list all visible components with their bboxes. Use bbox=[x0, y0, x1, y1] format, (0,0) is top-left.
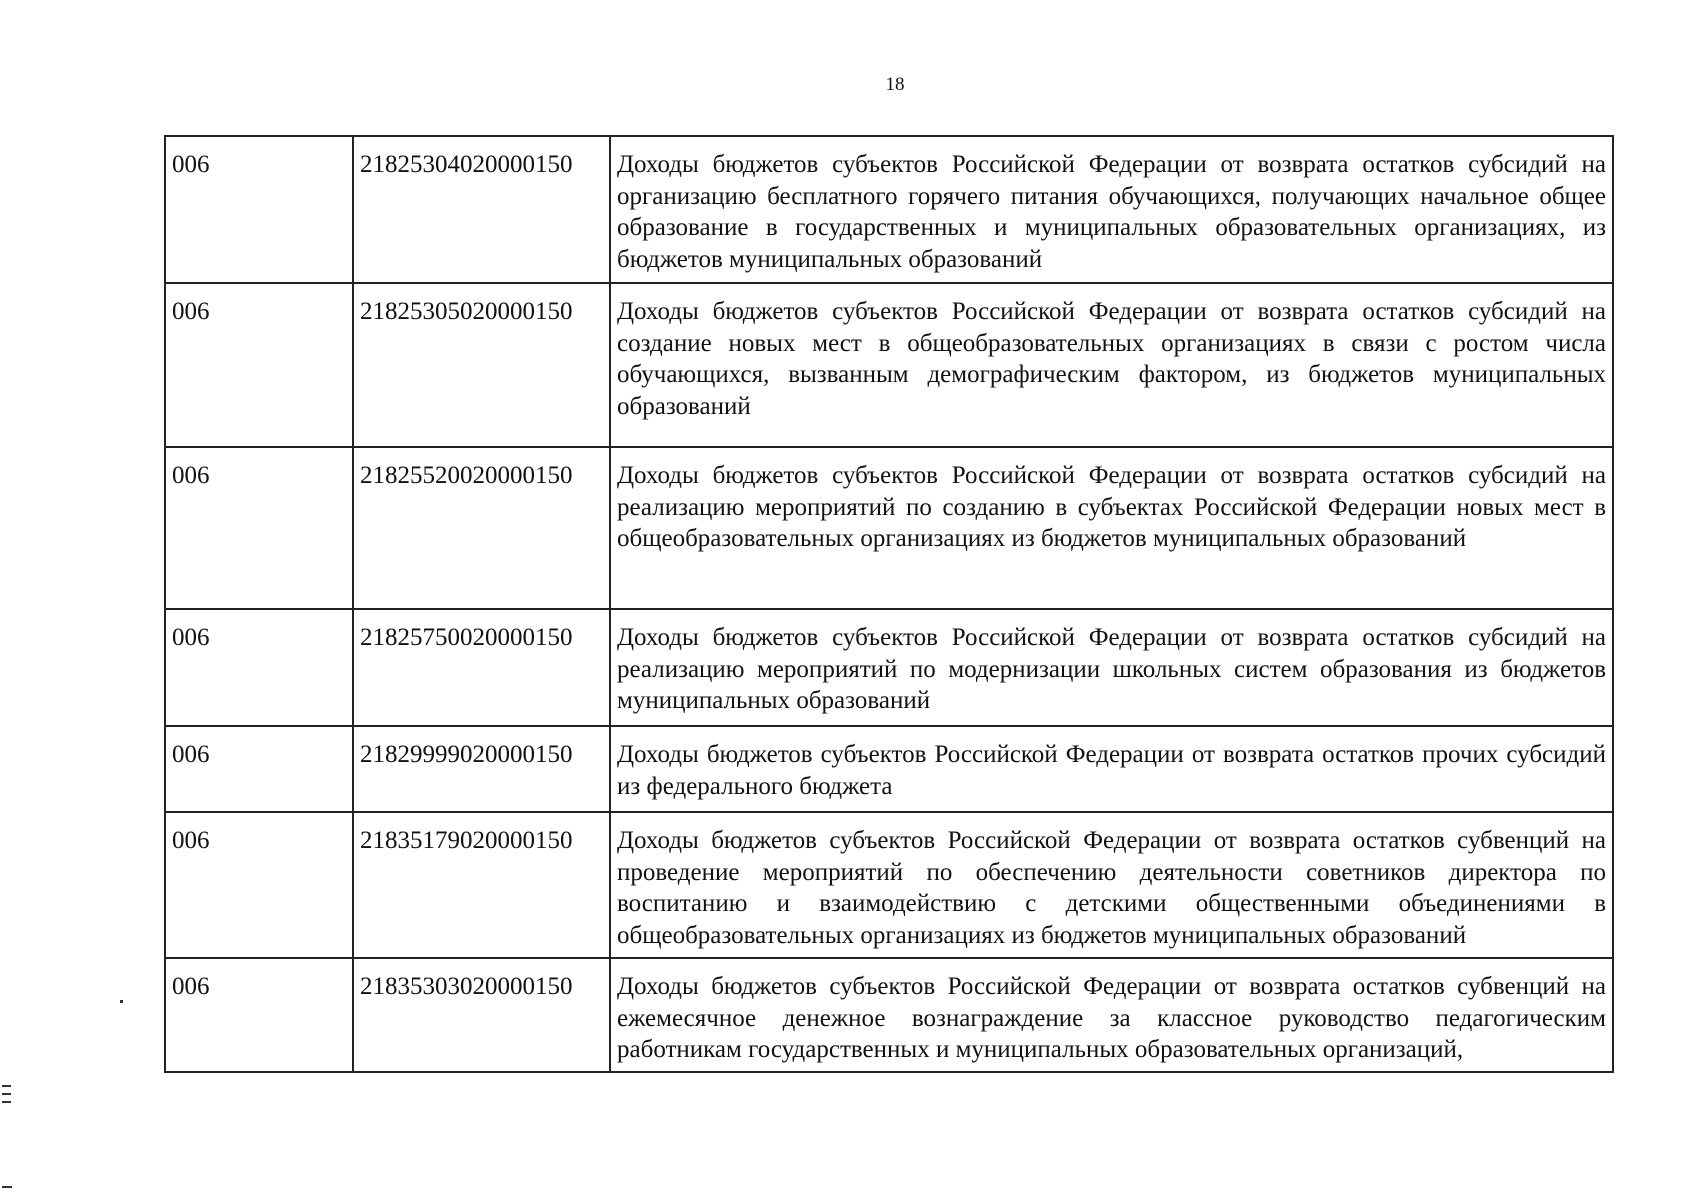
budget-code-cell: 21825304020000150 bbox=[353, 136, 610, 283]
table-row bbox=[165, 812, 1613, 958]
description-cell: Доходы бюджетов субъектов Российской Федерации от возврата остатков субсидий на организацию бесплатного горячего питания обучающихся, получающих начальное общее образование в государственных и муниципальных образовательных организациях, из бюджетов муниципальных образований bbox=[610, 136, 1613, 283]
scan-artifact bbox=[120, 1000, 123, 1003]
table-row bbox=[165, 136, 1613, 283]
table-row bbox=[165, 283, 1613, 447]
admin-code-cell: 006 bbox=[165, 609, 353, 726]
description-cell: Доходы бюджетов субъектов Российской Федерации от возврата остатков субсидий на реализацию мероприятий по созданию в субъектах Российской Федерации новых мест в общеобразовательных организациях из бюджетов муниципальных образований bbox=[610, 447, 1613, 609]
description-cell: Доходы бюджетов субъектов Российской Федерации от возврата остатков субсидий на реализацию мероприятий по модернизации школьных систем образования из бюджетов муниципальных образований bbox=[610, 609, 1613, 726]
scan-artifact bbox=[2, 1186, 12, 1188]
budget-code-cell: 21825305020000150 bbox=[353, 283, 610, 447]
table-row bbox=[165, 447, 1613, 609]
budget-code-cell: 21825750020000150 bbox=[353, 609, 610, 726]
revenue-codes-table bbox=[164, 135, 1614, 1073]
table-row bbox=[165, 726, 1613, 812]
page-number: 18 bbox=[885, 74, 905, 95]
table-row bbox=[165, 958, 1613, 1072]
admin-code-cell: 006 bbox=[165, 447, 353, 609]
admin-code-cell: 006 bbox=[165, 958, 353, 1072]
budget-code-cell: 21825520020000150 bbox=[353, 447, 610, 609]
description-cell: Доходы бюджетов субъектов Российской Федерации от возврата остатков субвенций на ежемесячное денежное вознаграждение за классное руководство педагогическим работникам государственных и муниципальных образовательных организаций, bbox=[610, 958, 1613, 1072]
admin-code-cell: 006 bbox=[165, 136, 353, 283]
description-cell: Доходы бюджетов субъектов Российской Федерации от возврата остатков субсидий на создание новых мест в общеобразовательных организациях в связи с ростом числа обучающихся, вызванным демографическим фактором, из бюджетов муниципальных образований bbox=[610, 283, 1613, 447]
admin-code-cell: 006 bbox=[165, 726, 353, 812]
budget-code-cell: 21829999020000150 bbox=[353, 726, 610, 812]
description-cell: Доходы бюджетов субъектов Российской Федерации от возврата остатков субвенций на проведение мероприятий по обеспечению деятельности советников директора по воспитанию и взаимодействию с детскими общественными объединениями в общеобразовательных организациях из бюджетов муниципальных образований bbox=[610, 812, 1613, 958]
description-cell: Доходы бюджетов субъектов Российской Федерации от возврата остатков прочих субсидий из федерального бюджета bbox=[610, 726, 1613, 812]
budget-code-cell: 21835303020000150 bbox=[353, 958, 610, 1072]
scan-artifact bbox=[2, 1093, 11, 1095]
scan-artifact bbox=[2, 1085, 11, 1087]
admin-code-cell: 006 bbox=[165, 283, 353, 447]
scan-artifact bbox=[2, 1101, 11, 1103]
table-row bbox=[165, 609, 1613, 726]
admin-code-cell: 006 bbox=[165, 812, 353, 958]
budget-code-cell: 21835179020000150 bbox=[353, 812, 610, 958]
